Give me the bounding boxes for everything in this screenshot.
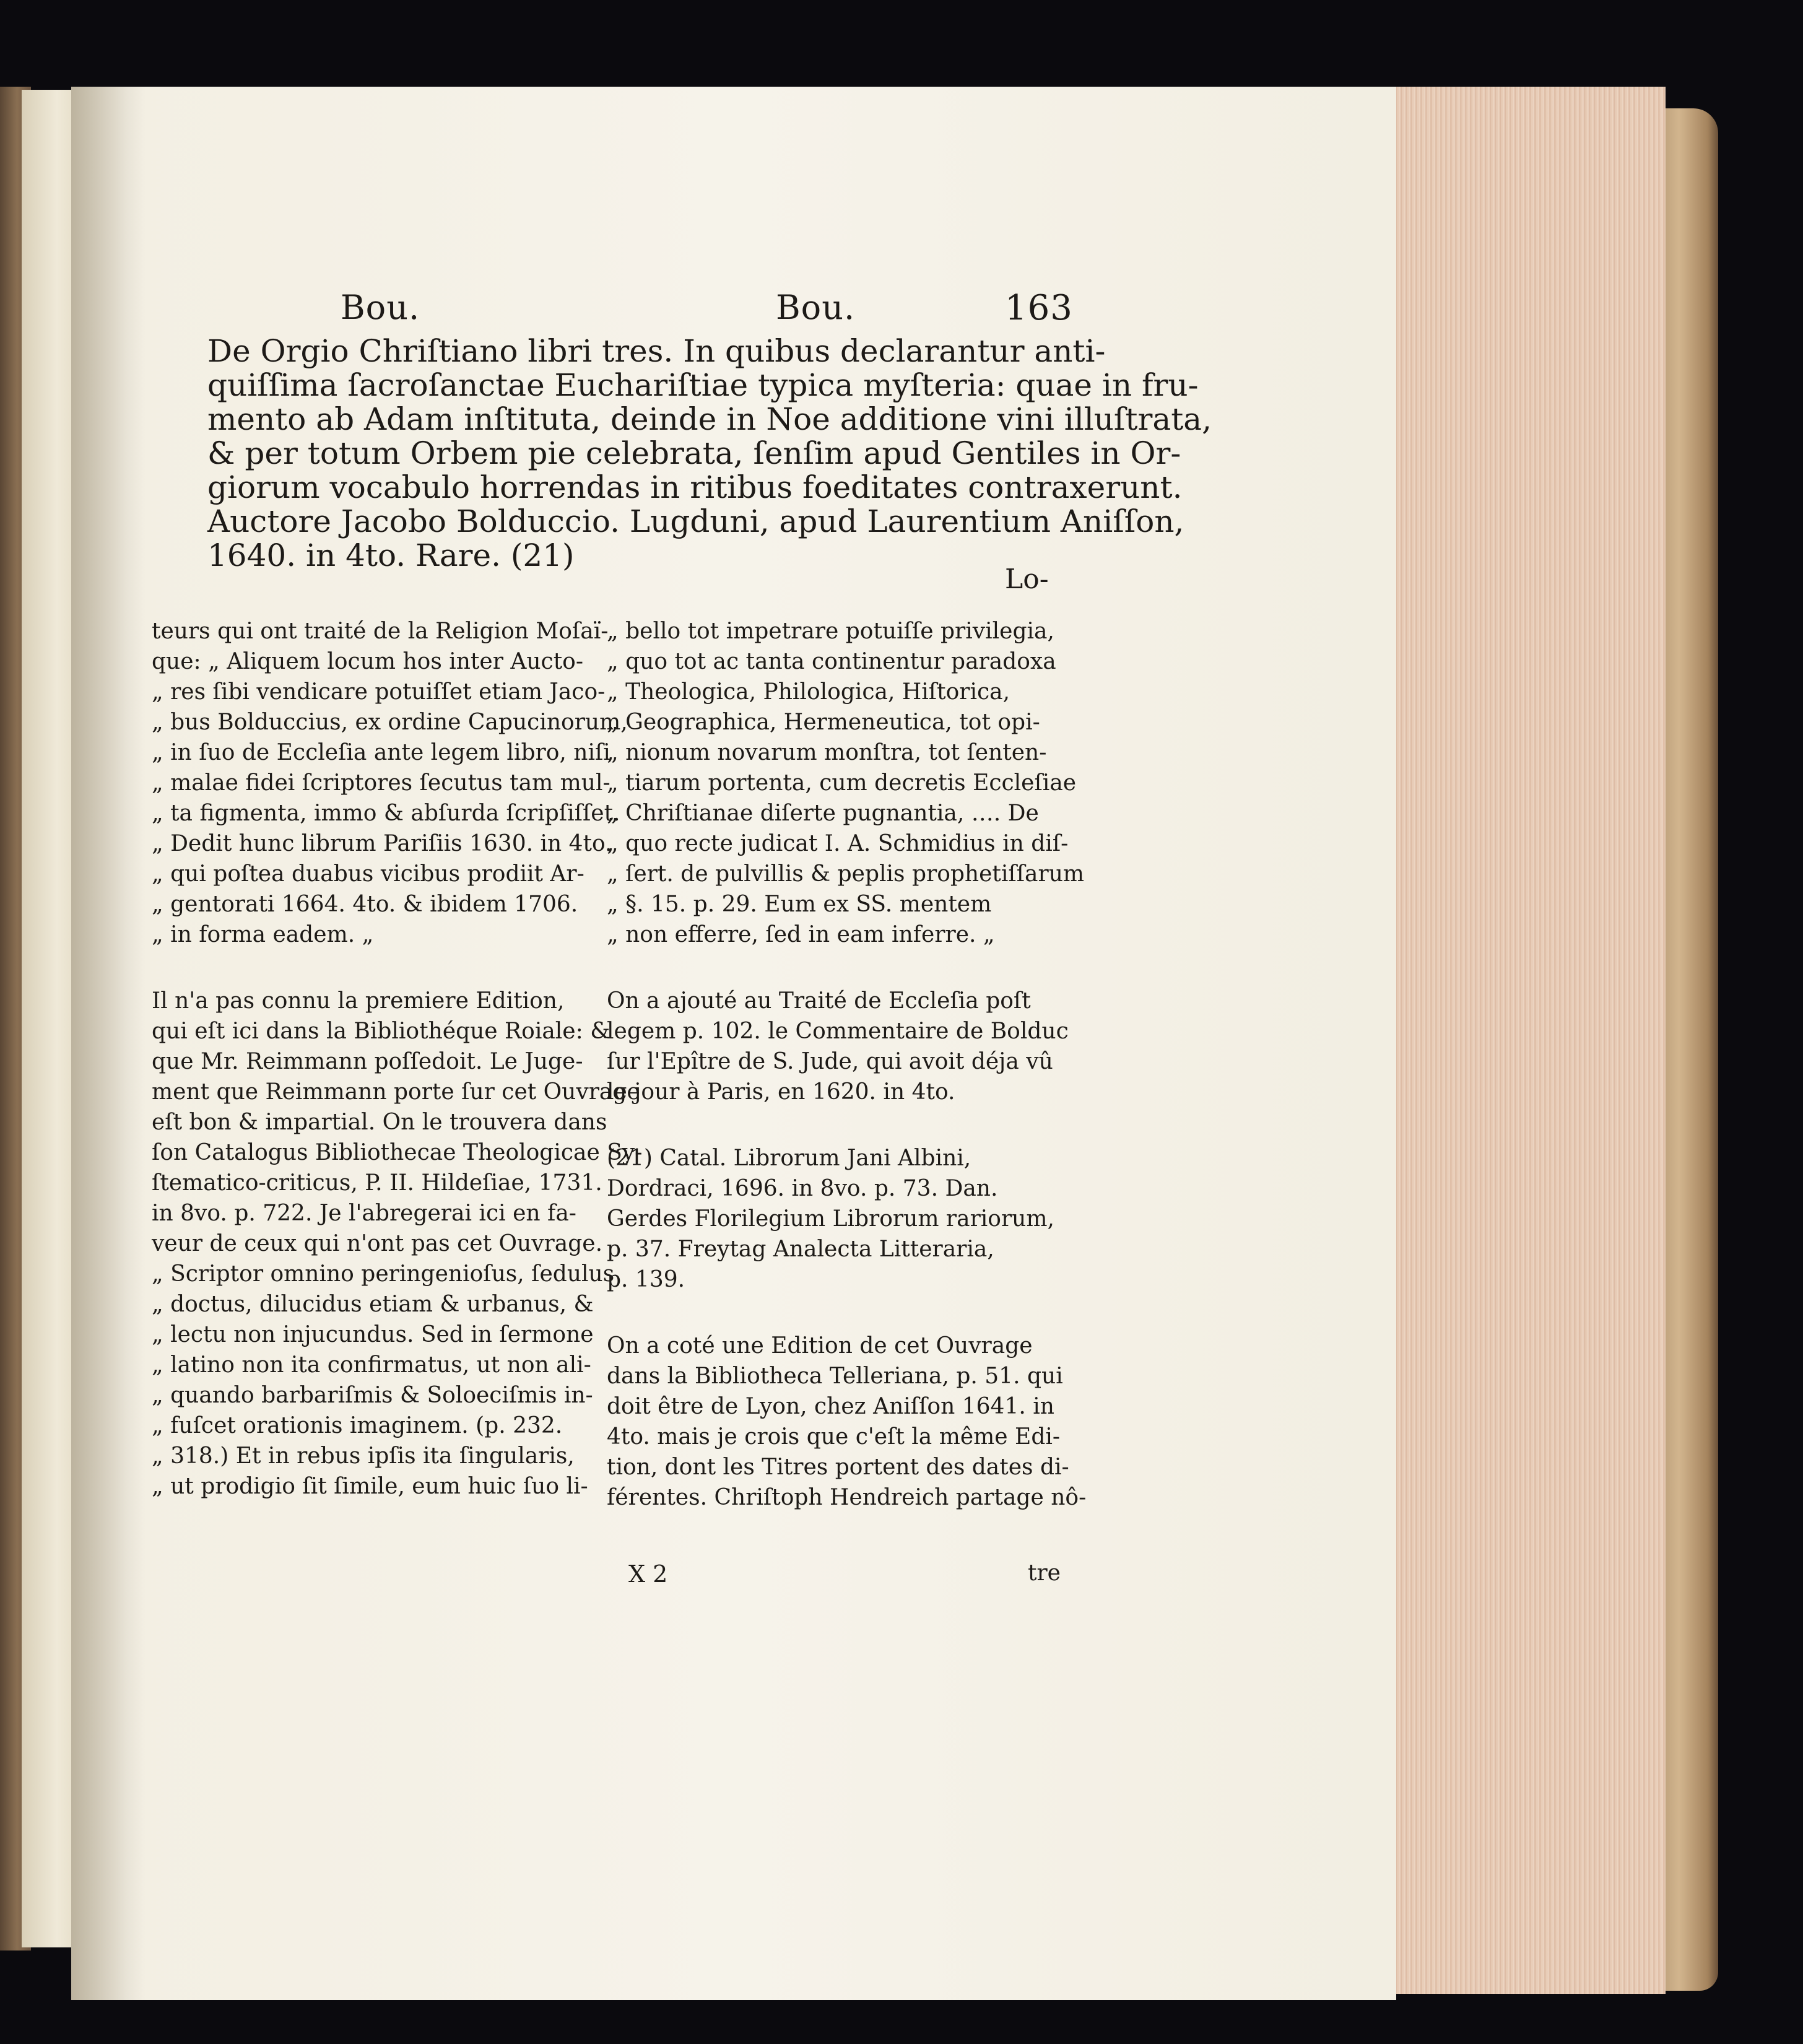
text-line: „ bello tot impetrare potuiſſe privilegia, (607, 619, 1054, 644)
text-line: p. 37. Freytag Analecta Litteraria, (607, 1237, 994, 1262)
text-line: „ Scriptor omnino peringenioſus, ſedulus (152, 1261, 615, 1287)
text-line: „ gentorati 1664. 4to. & ibidem 1706. (152, 892, 578, 917)
text-line: On a ajouté au Traité de Eccleſia poſt (607, 988, 1031, 1014)
text-line: qui eſt ici dans la Bibliothéque Roiale: & (152, 1019, 610, 1044)
text-line: „ Geographica, Hermeneutica, tot opi- (607, 710, 1040, 735)
right-column (607, 616, 1090, 1513)
entry-line: & per totum Orbem pie celebrata, ſenſim apud Gentiles in Or- (207, 435, 1181, 471)
text-line: p. 139. (607, 1267, 685, 1292)
left-paragraph-2 (152, 986, 643, 1502)
entry-line: quiſſima ſacroſanctae Euchariſtiae typica myſteria: quae in fru- (207, 367, 1199, 403)
text-line: ſtematico-criticus, P. II. Hildeſiae, 1731. (152, 1170, 602, 1196)
entry-line: giorum vocabulo horrendas in ritibus foeditates contraxerunt. (207, 469, 1183, 505)
catchword-top: Lo- (1005, 563, 1049, 595)
entry-title-paragraph (207, 333, 1212, 573)
left-paragraph-1 (152, 616, 628, 950)
right-paragraph-3 (607, 1143, 1090, 1295)
entry-line: De Orgio Chriſtiano libri tres. In quibus declarantur anti- (207, 333, 1106, 369)
text-line: Dordraci, 1696. in 8vo. p. 73. Dan. (607, 1176, 998, 1201)
text-line: doit être de Lyon, chez Aniſſon 1641. in (607, 1394, 1054, 1419)
entry-line: mento ab Adam inſtituta, deinde in Noe additione vini illuſtrata, (207, 401, 1212, 437)
text-line: veur de ceux qui n'ont pas cet Ouvrage. (152, 1231, 603, 1256)
text-line: „ ſert. de pulvillis & peplis prophetiſſarum (607, 861, 1085, 887)
text-line: „ 318.) Et in rebus ipſis ita ſingularis, (152, 1443, 575, 1469)
text-line: 4to. mais je crois que c'eſt la même Edi- (607, 1424, 1061, 1450)
text-line: „ in forma eadem. „ (152, 922, 374, 947)
text-line: férentes. Chriſtoph Hendreich partage nô- (607, 1485, 1087, 1510)
entry-line: 1640. in 4to. Rare. (21) (207, 537, 575, 573)
text-line: „ ta figmenta, immo & abſurda ſcripſiſſet. (152, 801, 620, 826)
text-line: eſt bon & impartial. On le trouvera dans (152, 1110, 607, 1135)
text-line: dans la Bibliotheca Telleriana, p. 51. qui (607, 1363, 1063, 1389)
text-line: „ quo tot ac tanta continentur paradoxa (607, 649, 1056, 674)
text-line: „ tiarum portenta, cum decretis Eccleſiae (607, 770, 1077, 796)
text-line: Gerdes Florilegium Librorum rariorum, (607, 1206, 1054, 1232)
page-number: 163 (1005, 288, 1073, 328)
text-line: „ Theologica, Philologica, Hiſtorica, (607, 679, 1010, 705)
text-line: (21) Catal. Librorum Jani Albini, (607, 1146, 971, 1171)
text-line: „ bus Bolduccius, ex ordine Capucinorum, (152, 710, 628, 735)
text-line: „ in ſuo de Eccleſia ante legem libro, niſi (152, 740, 610, 765)
text-line: tion, dont les Titres portent des dates di- (607, 1455, 1069, 1480)
text-line: „ lectu non injucundus. Sed in ſermone (152, 1322, 594, 1347)
text-line: „ Chriſtianae diſerte pugnantia, …. De (607, 801, 1039, 826)
entry-line: Auctore Jacobo Bolduccio. Lugduni, apud Laurentium Aniſſon, (207, 503, 1184, 539)
page-stack-edges (1393, 87, 1666, 1994)
right-paragraph-4 (607, 1331, 1090, 1513)
text-line: in 8vo. p. 722. Je l'abregerai ici en fa- (152, 1201, 576, 1226)
text-line: que: „ Aliquem locum hos inter Aucto- (152, 649, 584, 674)
text-line: „ Dedit hunc librum Pariſiis 1630. in 4to. (152, 831, 612, 856)
center-running-head: Bou. (776, 288, 856, 327)
gutter-shadow (71, 87, 146, 2000)
text-line: legem p. 102. le Commentaire de Bolduc (607, 1019, 1069, 1044)
text-line: On a coté une Edition de cet Ouvrage (607, 1333, 1033, 1359)
right-paragraph-2 (607, 986, 1090, 1107)
text-line: „ nionum novarum monſtra, tot ſenten- (607, 740, 1047, 765)
signature-mark: X 2 (628, 1560, 668, 1588)
text-line: „ malae fidei ſcriptores ſecutus tam mul- (152, 770, 610, 796)
left-running-head: Bou. (341, 288, 420, 327)
left-column (152, 616, 643, 1502)
text-line: „ latino non ita confirmatus, ut non ali- (152, 1352, 591, 1378)
text-line: „ quo recte judicat I. A. Schmidius in diſ- (607, 831, 1069, 856)
text-line: „ qui poſtea duabus vicibus prodiit Ar- (152, 861, 584, 887)
text-line: ment que Reimmann porte ſur cet Ouvrage (152, 1079, 640, 1105)
text-line: „ ut prodigio ſit ſimile, eum huic ſuo li- (152, 1474, 588, 1499)
text-line: ſur l'Epître de S. Jude, qui avoit déja vû (607, 1049, 1053, 1074)
right-paragraph-1 (607, 616, 1090, 950)
text-line: teurs qui ont traité de la Religion Moſaï- (152, 619, 609, 644)
catchword-bottom: tre (1028, 1560, 1061, 1586)
text-line: ſon Catalogus Bibliothecae Theologicae Sy- (152, 1140, 643, 1165)
text-line: „ quando barbariſmis & Soloeciſmis in- (152, 1383, 593, 1408)
text-line: „ fuſcet orationis imaginem. (p. 232. (152, 1413, 563, 1438)
text-line: le jour à Paris, en 1620. in 4to. (607, 1079, 955, 1105)
text-line: „ non efferre, ſed in eam inferre. „ (607, 922, 995, 947)
text-line: „ doctus, dilucidus etiam & urbanus, & (152, 1292, 594, 1317)
text-line: „ res ſibi vendicare potuiſſet etiam Jaco- (152, 679, 606, 705)
text-line: Il n'a pas connu la premiere Edition, (152, 988, 565, 1014)
text-line: que Mr. Reimmann poſſedoit. Le Juge- (152, 1049, 583, 1074)
book-page (71, 87, 1396, 2000)
text-line: „ §. 15. p. 29. Eum ex SS. mentem (607, 892, 992, 917)
